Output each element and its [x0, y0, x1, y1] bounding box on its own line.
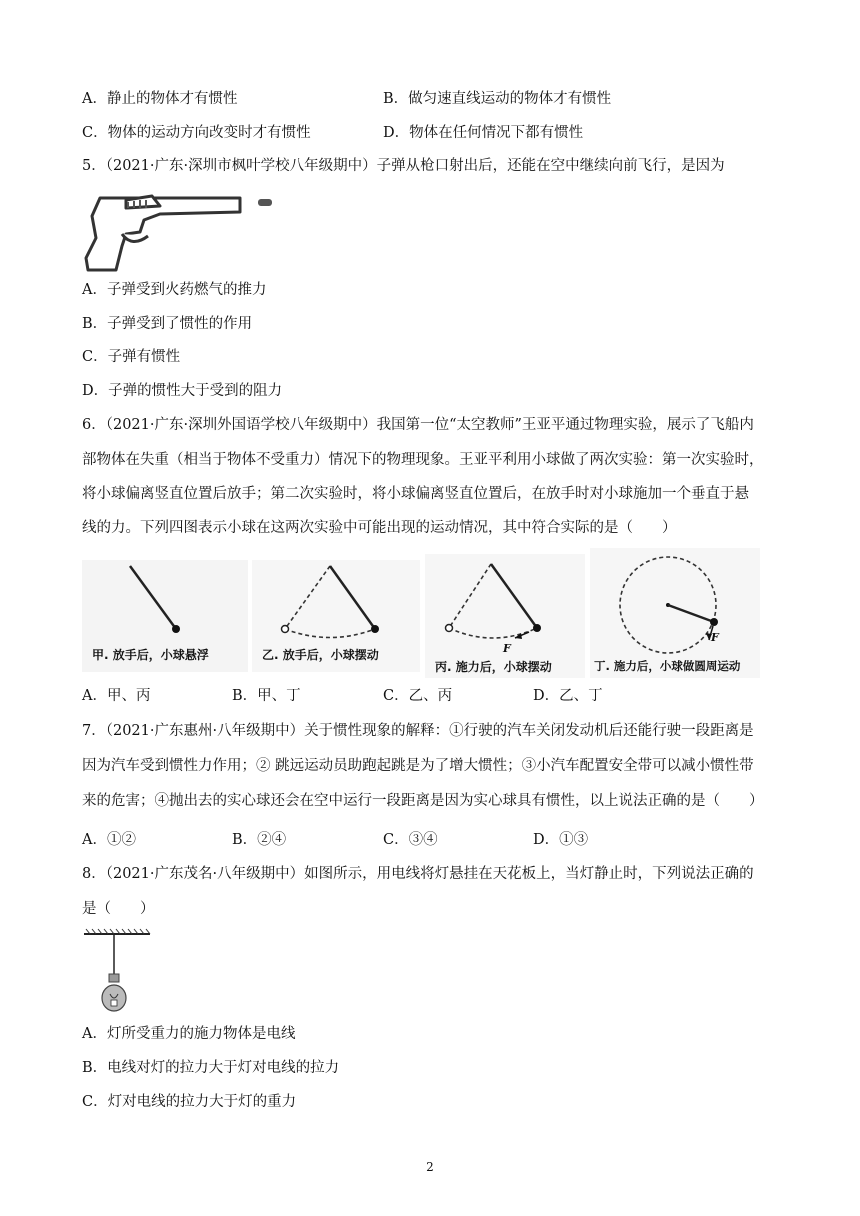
- q7-stem-line-1: 7．（2021·广东惠州·八年级期中）关于惯性现象的解释：①行驶的汽车关闭发动机后还能行驶一段距离是: [82, 723, 754, 739]
- page-number: 2: [426, 1160, 434, 1174]
- q6-option-b: B．甲、丁: [232, 688, 301, 704]
- q7-option-d: D．①③: [533, 832, 589, 848]
- figure-ding: [590, 548, 760, 678]
- q7-option-c: C．③④: [383, 832, 438, 848]
- q6-option-a: A．甲、丙: [82, 688, 151, 704]
- figure-jia: [82, 560, 248, 672]
- caption-ding: 丁. 施力后，小球做圆周运动: [594, 659, 741, 673]
- q6-stem-line-3: 将小球偏离竖直位置后放手；第二次实验时，将小球偏离竖直位置后，在放手时对小球施加一个垂直于悬: [82, 486, 749, 502]
- q8-stem-line-1: 8．（2021·广东茂名·八年级期中）如图所示，用电线将灯悬挂在天花板上，当灯静止时，下列说法正确的: [82, 866, 754, 882]
- figure-bing: [425, 554, 585, 678]
- hanging-lamp-image: [82, 928, 154, 1016]
- q6-option-d: D．乙、丁: [533, 688, 603, 704]
- q7-option-a: A．①②: [82, 832, 136, 848]
- q4-option-b: B．做匀速直线运动的物体才有惯性: [383, 91, 612, 107]
- q5-option-a: A．子弹受到火药燃气的推力: [82, 282, 267, 298]
- q5-option-b: B．子弹受到了惯性的作用: [82, 316, 253, 332]
- q5-option-c: C．子弹有惯性: [82, 349, 181, 365]
- figure-yi: [252, 560, 420, 672]
- q4-option-d: D．物体在任何情况下都有惯性: [383, 125, 584, 141]
- q8-option-a: A．灯所受重力的施力物体是电线: [82, 1026, 296, 1042]
- q6-option-c: C．乙、丙: [383, 688, 453, 704]
- q8-stem-line-2: 是（ ）: [82, 901, 155, 917]
- q8-option-c: C．灯对电线的拉力大于灯的重力: [82, 1094, 297, 1110]
- force-label-ding: F: [711, 631, 719, 644]
- q4-option-a: A．静止的物体才有惯性: [82, 91, 238, 107]
- q5-option-d: D．子弹的惯性大于受到的阻力: [82, 383, 283, 399]
- q4-option-c: C．物体的运动方向改变时才有惯性: [82, 125, 311, 141]
- revolver-image: [82, 186, 282, 274]
- caption-yi: 乙. 放手后，小球摆动: [262, 648, 379, 662]
- q8-option-b: B．电线对灯的拉力大于灯对电线的拉力: [82, 1060, 340, 1076]
- caption-bing: 丙. 施力后，小球摆动: [435, 660, 552, 674]
- force-label-bing: F: [503, 642, 511, 655]
- q6-stem-line-2: 部物体在失重（相当于物体不受重力）情况下的物理现象。王亚平利用小球做了两次实验：第一次实验时，: [82, 452, 764, 468]
- caption-jia: 甲. 放手后，小球悬浮: [92, 648, 209, 662]
- q6-stem-line-4: 线的力。下列四图表示小球在这两次实验中可能出现的运动情况，其中符合实际的是（ ）: [82, 520, 677, 536]
- bullet-shape: [258, 199, 272, 206]
- q6-stem-line-1: 6．（2021·广东·深圳外国语学校八年级期中）我国第一位“太空教师”王亚平通过物理实验，展示了飞船内: [82, 417, 754, 433]
- q7-stem-line-2: 因为汽车受到惯性力作用；② 跳远运动员助跑起跳是为了增大惯性；③小汽车配置安全带可以减小惯性带: [82, 758, 754, 774]
- q7-option-b: B．②④: [232, 832, 287, 848]
- q5-stem: 5．（2021·广东·深圳市枫叶学校八年级期中）子弹从枪口射出后，还能在空中继续向前飞行，是因为: [82, 158, 725, 174]
- q7-stem-line-3: 来的危害；④抛出去的实心球还会在空中运行一段距离是因为实心球具有惯性，以上说法正确的是（ ）: [82, 793, 764, 809]
